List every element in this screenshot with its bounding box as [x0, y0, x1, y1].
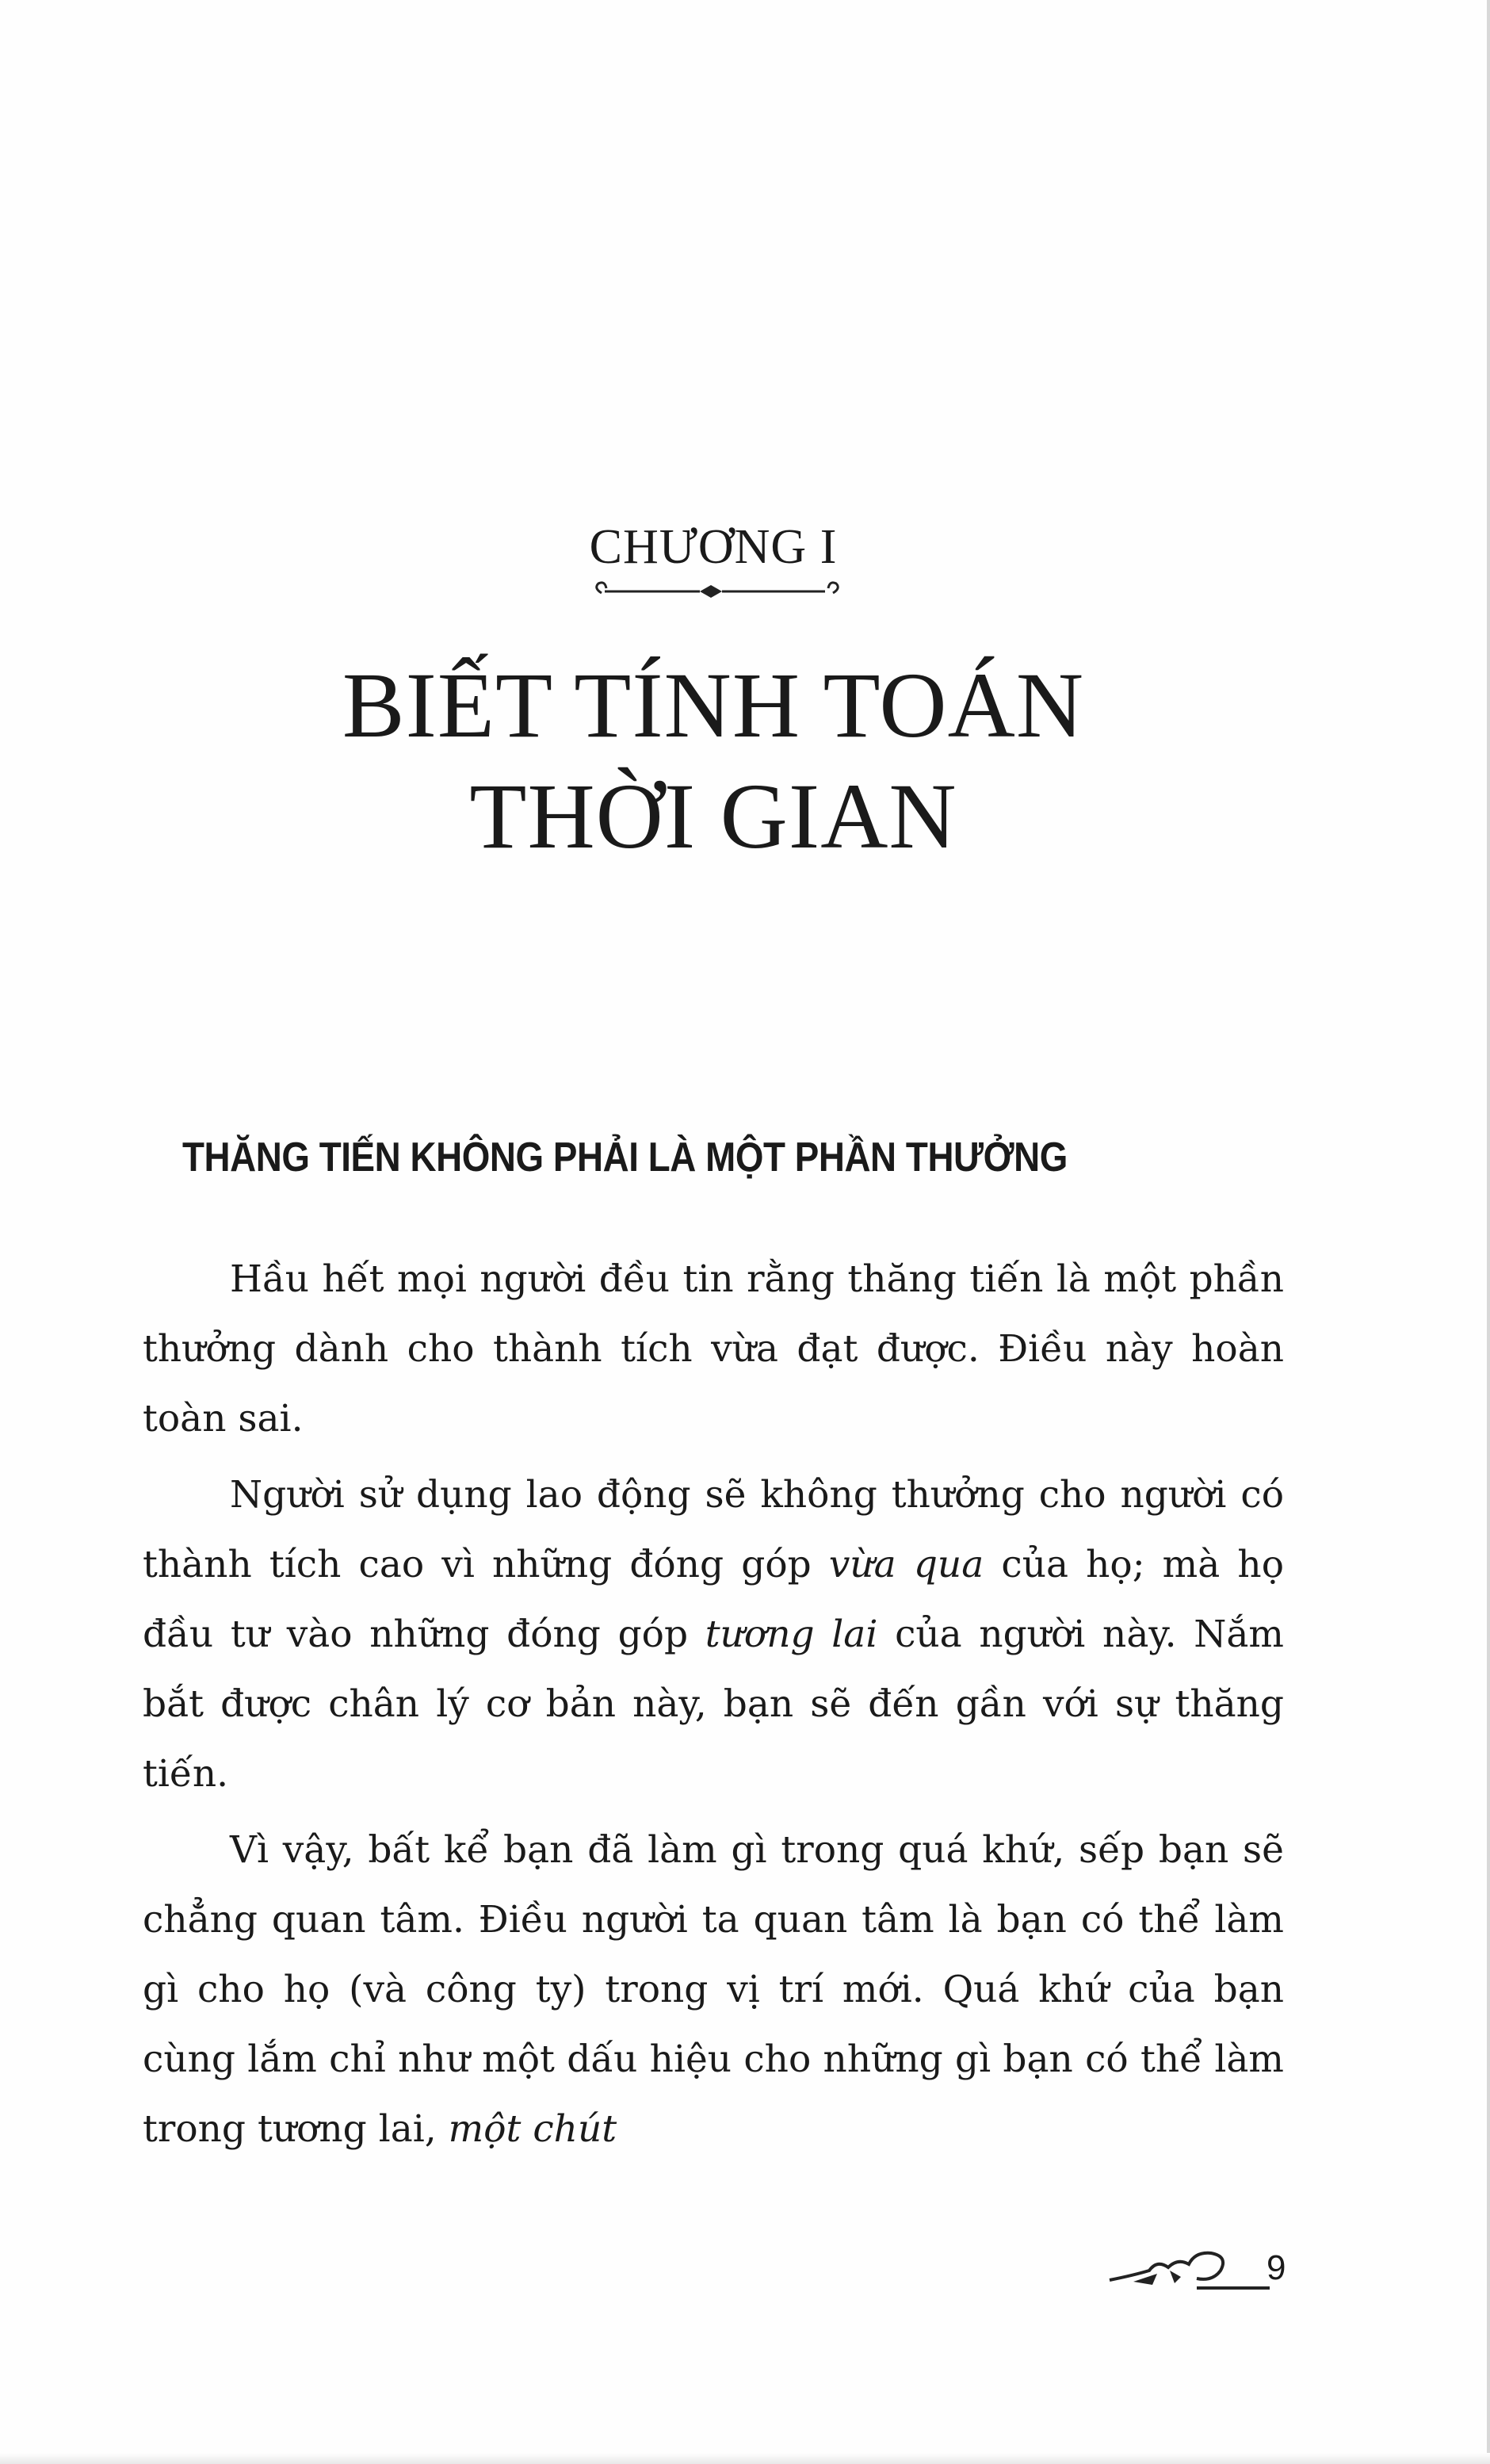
paragraph-3 [143, 1815, 1284, 2164]
paragraph-2-emphasis-1: vừa qua [828, 1543, 984, 1586]
paragraph-3-text: Vì vậy, bất kể bạn đã làm gì trong quá khứ, sếp bạn sẽ chẳng quan tâm. Điều người ta quan tâm là bạn có thể làm gì cho họ (và công ty) trong vị trí mới. Quá khứ của bạn cùng lắm chỉ như một dấu hiệu cho những gì bạn có thể làm trong tương lai, [143, 1828, 1284, 2151]
paragraph-2 [143, 1460, 1284, 1809]
section-heading: THĂNG TIẾN KHÔNG PHẢI LÀ MỘT PHẦN THƯỞNG [182, 1134, 1068, 1180]
paragraph-2-text-c: của người này. Nắm bắt được chân lý cơ bản này, bạn sẽ đến gần với sự thăng tiến. [143, 1613, 1284, 1796]
paragraph-2-text-b: của họ; mà họ đầu tư vào những đóng góp [143, 1543, 1284, 1656]
paragraph-2-emphasis-2: tương lai [705, 1613, 878, 1656]
paragraph-2-text-a: Người sử dụng lao động sẽ không thưởng cho người có thành tích cao vì những đóng góp [143, 1473, 1284, 1586]
chapter-title [0, 650, 1427, 872]
paragraph-3-emphasis: một chút [448, 2107, 617, 2151]
chapter-ornament-divider [590, 577, 844, 606]
body-text [143, 1245, 1284, 2171]
chapter-label: CHƯƠNG I [589, 520, 838, 574]
page-edge [1487, 0, 1490, 2464]
chapter-title-line-1: BIẾT TÍNH TOÁN [342, 653, 1085, 757]
paragraph-1-text: Hầu hết mọi người đều tin rằng thăng tiến là một phần thưởng dành cho thành tích vừa đạt được. Điều này hoàn toàn sai. [143, 1257, 1284, 1441]
page-bottom-edge [0, 2453, 1490, 2464]
chapter-title-line-2: THỜI GIAN [469, 764, 957, 868]
paragraph-1 [143, 1245, 1284, 1454]
page-number: 9 [1266, 2248, 1286, 2287]
